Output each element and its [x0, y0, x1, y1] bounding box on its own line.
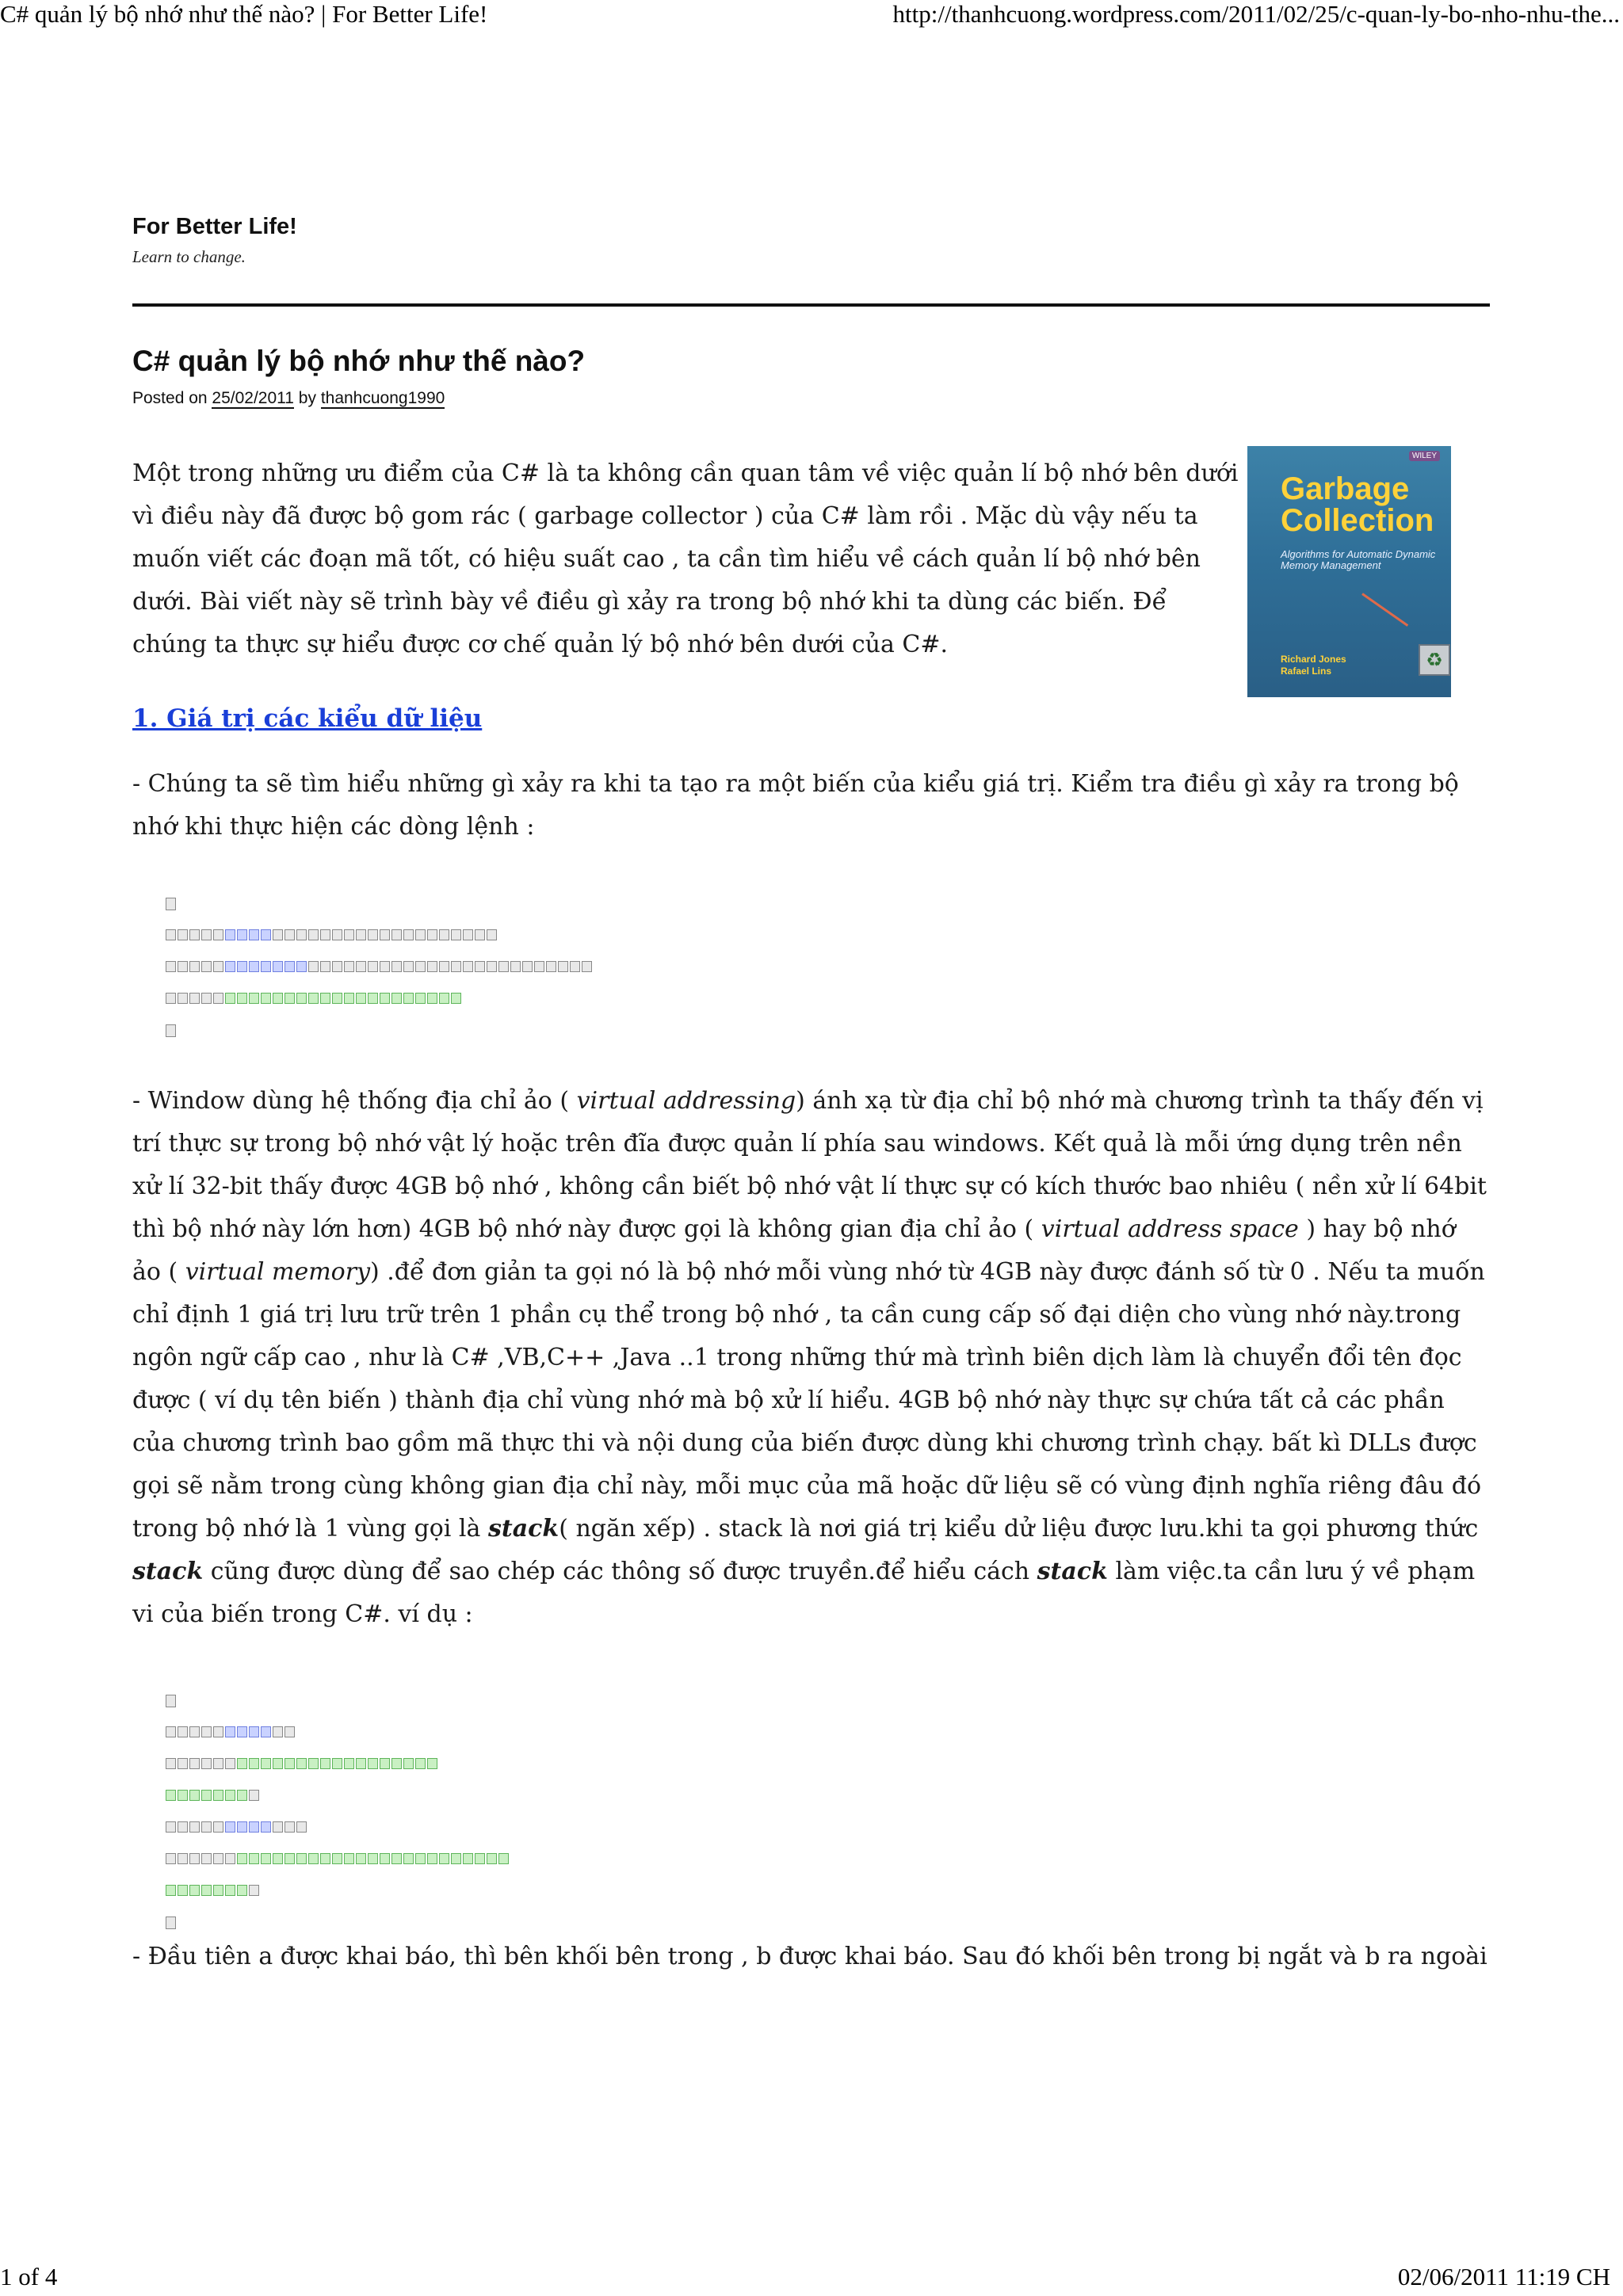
- broken-glyph: [475, 1853, 485, 1864]
- broken-glyph: [237, 993, 247, 1004]
- broken-glyph: [427, 961, 437, 972]
- broken-glyph: [225, 993, 235, 1004]
- book-cover-image: [1247, 446, 1451, 697]
- broken-glyph: [356, 961, 366, 972]
- broken-glyph: [332, 961, 342, 972]
- broken-glyph: [451, 929, 461, 940]
- code-line: [166, 1758, 1490, 1769]
- broken-glyph: [439, 1853, 449, 1864]
- print-header-title: C# quản lý bộ nhớ như thế nào? | For Better Life!: [0, 0, 488, 28]
- broken-glyph: [249, 1821, 259, 1833]
- broken-glyph: [213, 1758, 223, 1769]
- broken-glyph: [249, 1853, 259, 1864]
- broken-glyph: [178, 929, 188, 940]
- broken-glyph: [296, 1853, 307, 1864]
- broken-glyph: [189, 1853, 200, 1864]
- broken-glyph: [285, 961, 295, 972]
- broken-glyph: [463, 961, 473, 972]
- broken-glyph: [570, 961, 580, 972]
- broken-glyph: [296, 1821, 307, 1833]
- broken-glyph: [439, 961, 449, 972]
- broken-glyph: [273, 929, 283, 940]
- broken-glyph: [320, 1853, 330, 1864]
- broken-glyph: [403, 1758, 414, 1769]
- broken-glyph: [332, 993, 342, 1004]
- broken-glyph: [201, 1853, 212, 1864]
- code-image-1: [166, 898, 1490, 1080]
- intro-section: [132, 452, 1490, 677]
- broken-glyph: [368, 929, 378, 940]
- broken-glyph: [237, 1853, 247, 1864]
- recycle-icon: ♻: [1419, 644, 1450, 676]
- broken-glyph: [296, 1758, 307, 1769]
- broken-glyph: [213, 1821, 223, 1833]
- book-title: Garbage Collection: [1281, 471, 1434, 538]
- broken-glyph: [463, 929, 473, 940]
- broken-glyph: [368, 961, 378, 972]
- broken-glyph: [249, 993, 259, 1004]
- broken-glyph: [213, 929, 223, 940]
- broken-glyph: [225, 929, 235, 940]
- code-line: [166, 1885, 1490, 1896]
- code-line: [166, 993, 1490, 1004]
- broken-glyph: [237, 1758, 247, 1769]
- broken-glyph: [546, 961, 556, 972]
- broken-glyph: [166, 1853, 176, 1864]
- broken-glyph: [166, 1726, 176, 1737]
- broken-glyph: [487, 929, 497, 940]
- print-footer: [0, 2258, 1623, 2296]
- broken-glyph: [261, 1758, 271, 1769]
- broken-glyph: [427, 929, 437, 940]
- broken-glyph: [189, 1885, 200, 1896]
- page-number: 1 of 4: [0, 2263, 58, 2290]
- broken-glyph: [320, 929, 330, 940]
- broken-glyph: [166, 993, 176, 1004]
- code-line: [166, 1821, 1490, 1833]
- broken-glyph: [344, 993, 354, 1004]
- broken-glyph: [285, 1821, 295, 1833]
- post-meta: [132, 389, 1490, 408]
- broken-glyph: [403, 1853, 414, 1864]
- broken-glyph: [178, 1726, 188, 1737]
- broken-glyph: [498, 1853, 509, 1864]
- post-author-link[interactable]: thanhcuong1990: [320, 389, 445, 407]
- broken-glyph: [249, 1885, 259, 1896]
- broken-glyph: [178, 1885, 188, 1896]
- broken-glyph: [273, 1758, 283, 1769]
- broken-glyph: [415, 929, 426, 940]
- code-line: [166, 898, 1490, 909]
- broken-glyph: [415, 1758, 426, 1769]
- broken-glyph: [201, 961, 212, 972]
- broken-glyph: [308, 993, 319, 1004]
- broken-glyph: [261, 1726, 271, 1737]
- broken-glyph: [201, 1885, 212, 1896]
- broken-glyph: [166, 1790, 176, 1801]
- page-content: [132, 214, 1490, 1978]
- broken-glyph: [344, 1853, 354, 1864]
- broken-glyph: [451, 993, 461, 1004]
- broken-glyph: [225, 1885, 235, 1896]
- broken-glyph: [213, 1853, 223, 1864]
- broken-glyph: [356, 993, 366, 1004]
- intro-paragraph: Một trong những ưu điểm của C# là ta không cần quan tâm về việc quản lí bộ nhớ bên dưới vì điều này đã được bộ gom rác ( garbage collector ) của C# làm rồi . Mặc dù vậy nếu ta muốn viết các đoạn mã tốt, có hiệu suất cao , ta cần tìm hiểu về cách quản lí bộ nhớ bên dưới. Bài viết này sẽ trình bày về điều gì xảy ra trong bộ nhớ khi ta dùng các biến. Để chúng ta thực sự hiểu được cơ chế quản lý bộ nhớ bên dưới của C#.: [132, 460, 1239, 658]
- broken-glyph: [237, 929, 247, 940]
- paragraph-virtual-addressing: - Window dùng hệ thống địa chỉ ảo ( virtual addressing) ánh xạ từ địa chỉ bộ nhớ mà chương trình ta thấy đến vị trí thực sự trong bộ nhớ vật lý hoặc trên đĩa được quản lí phía sau windows. Kết quả là mỗi ứng dụng trên nền xử lí 32-bit thấy được 4GB bộ nhớ , không cần biết bộ nhớ vật lí thực sự có kích thước bao nhiêu ( nền xử lí 64bit thì bộ nhớ này lớn hơn) 4GB bộ nhớ này được gọi là không gian địa chỉ ảo ( virtual address space ) hay bộ nhớ ảo ( virtual memory) .để đơn giản ta gọi nó là bộ nhớ mỗi vùng nhớ từ 4GB này được đánh số từ 0 . Nếu ta muốn chỉ định 1 giá trị lưu trữ trên 1 phần cụ thể trong bộ nhớ , ta cần cung cấp số đại diện cho vùng nhớ này.trong ngôn ngữ cấp cao , như là C# ,VB,C++ ,Java ..1 trong những thứ mà trình biên dịch làm là chuyển đổi tên đọc được ( ví dụ tên biến ) thành địa chỉ vùng nhớ mà bộ xử lí hiểu. 4GB bộ nhớ này thực sự chứa tất cả các phần của chương trình bao gồm mã thực thi và nội dung của biến được dùng khi chương trình chạy. bất kì DLLs được gọi sẽ nằm trong cùng không gian địa chỉ này, mỗi mục của mã hoặc dữ liệu sẽ có vùng định nghĩa riêng đâu đó trong bộ nhớ là 1 vùng gọi là stack( ngăn xếp) . stack là nơi giá trị kiểu dử liệu được lưu.khi ta gọi phương thức stack cũng được dùng để sao chép các thông số được truyền.để hiểu cách stack làm việc.ta cần lưu ý về phạm vi của biến trong C#. ví dụ :: [132, 1087, 1487, 1628]
- post-date-link[interactable]: 25/02/2011: [212, 389, 294, 407]
- code-line: [166, 1024, 1490, 1035]
- print-datetime: 02/06/2011 11:19 CH: [1397, 2263, 1610, 2290]
- broken-glyph: [237, 961, 247, 972]
- broken-glyph: [582, 961, 592, 972]
- book-subtitle: Algorithms for Automatic Dynamic Memory Management: [1281, 548, 1436, 571]
- broken-glyph: [213, 1790, 223, 1801]
- broken-glyph: [380, 961, 390, 972]
- broken-glyph: [380, 929, 390, 940]
- broken-glyph: [225, 1790, 235, 1801]
- site-description: Learn to change.: [132, 247, 246, 266]
- code-line: [166, 1790, 1490, 1801]
- broken-glyph: [344, 1758, 354, 1769]
- broken-glyph: [296, 929, 307, 940]
- broken-glyph: [201, 993, 212, 1004]
- print-header: [0, 0, 1623, 35]
- broken-glyph: [189, 1758, 200, 1769]
- broken-glyph: [427, 993, 437, 1004]
- paragraph-scope: - Đầu tiên a được khai báo, thì bên khối bên trong , b được khai báo. Sau đó khối bên trong bị ngắt và b ra ngoài: [132, 1943, 1487, 1970]
- broken-glyph: [356, 1758, 366, 1769]
- broken-glyph: [273, 1853, 283, 1864]
- broken-glyph: [178, 961, 188, 972]
- broken-glyph: [261, 961, 271, 972]
- broken-glyph: [261, 929, 271, 940]
- broken-glyph: [261, 1821, 271, 1833]
- broken-glyph: [273, 993, 283, 1004]
- broken-glyph: [237, 1790, 247, 1801]
- broken-glyph: [439, 993, 449, 1004]
- broken-glyph: [427, 1853, 437, 1864]
- broken-glyph: [225, 961, 235, 972]
- site-title[interactable]: For Better Life!: [132, 214, 297, 239]
- broken-glyph: [201, 1758, 212, 1769]
- broken-glyph: [332, 1758, 342, 1769]
- broken-glyph: [261, 993, 271, 1004]
- broken-glyph: [189, 929, 200, 940]
- broken-glyph: [332, 929, 342, 940]
- broken-glyph: [225, 1758, 235, 1769]
- paragraph-value-types: - Chúng ta sẽ tìm hiểu những gì xảy ra khi ta tạo ra một biến của kiểu giá trị. Kiểm tra điều gì xảy ra trong bộ nhớ khi thực hiện các dòng lệnh :: [132, 770, 1459, 841]
- broken-glyph: [558, 961, 568, 972]
- broken-glyph: [487, 1853, 497, 1864]
- broken-glyph: [166, 1821, 176, 1833]
- post-title[interactable]: C# quản lý bộ nhớ như thế nào?: [132, 345, 586, 377]
- broken-glyph: [201, 929, 212, 940]
- code-line: [166, 929, 1490, 940]
- broken-glyph: [201, 1726, 212, 1737]
- broken-glyph: [237, 1821, 247, 1833]
- broken-glyph: [391, 993, 402, 1004]
- broken-glyph: [201, 1790, 212, 1801]
- code-line: [166, 1917, 1490, 1928]
- broken-glyph: [510, 961, 521, 972]
- broken-glyph: [344, 929, 354, 940]
- broken-glyph: [475, 961, 485, 972]
- broken-glyph: [296, 993, 307, 1004]
- broken-glyph: [249, 929, 259, 940]
- broken-glyph: [201, 1821, 212, 1833]
- broken-glyph: [178, 993, 188, 1004]
- broken-glyph: [178, 1821, 188, 1833]
- code-line: [166, 1695, 1490, 1706]
- broken-glyph: [189, 1821, 200, 1833]
- broken-glyph: [463, 1853, 473, 1864]
- broken-glyph: [415, 1853, 426, 1864]
- broken-glyph: [273, 961, 283, 972]
- broken-glyph: [285, 929, 295, 940]
- broken-glyph: [403, 929, 414, 940]
- broken-glyph: [332, 1853, 342, 1864]
- broken-glyph: [380, 1758, 390, 1769]
- broken-glyph: [249, 961, 259, 972]
- header-divider: [132, 303, 1490, 307]
- broken-glyph: [522, 961, 533, 972]
- broken-glyph: [534, 961, 544, 972]
- broken-glyph: [178, 1853, 188, 1864]
- broken-glyph: [391, 929, 402, 940]
- broken-glyph: [273, 1726, 283, 1737]
- broken-glyph: [285, 1758, 295, 1769]
- code-line: [166, 961, 1490, 972]
- publisher-logo: WILEY: [1409, 451, 1440, 461]
- broken-glyph: [285, 1726, 295, 1737]
- broken-glyph: [225, 1726, 235, 1737]
- code-line: [166, 1726, 1490, 1737]
- broken-glyph: [178, 1790, 188, 1801]
- broken-glyph: [451, 1853, 461, 1864]
- broken-glyph: [296, 961, 307, 972]
- broken-glyph: [320, 993, 330, 1004]
- broken-glyph: [415, 961, 426, 972]
- broken-glyph: [225, 1853, 235, 1864]
- broken-glyph: [439, 929, 449, 940]
- by-label: by: [293, 389, 321, 407]
- broken-glyph: [380, 1853, 390, 1864]
- broken-glyph: [237, 1885, 247, 1896]
- broken-glyph: [415, 993, 426, 1004]
- section-heading-link[interactable]: 1. Giá trị các kiểu dữ liệu: [132, 704, 483, 733]
- broken-glyph: [166, 1885, 176, 1896]
- broken-glyph: [249, 1790, 259, 1801]
- broken-glyph: [249, 1726, 259, 1737]
- broken-glyph: [237, 1726, 247, 1737]
- broken-glyph: [308, 929, 319, 940]
- broken-glyph: [403, 993, 414, 1004]
- broken-glyph: [308, 1758, 319, 1769]
- broken-glyph: [380, 993, 390, 1004]
- broken-glyph: [403, 961, 414, 972]
- broken-glyph: [320, 1758, 330, 1769]
- code-image-2: [166, 1695, 1490, 1937]
- broken-glyph: [368, 993, 378, 1004]
- broken-glyph: [498, 961, 509, 972]
- broken-glyph: [368, 1853, 378, 1864]
- broken-glyph: [356, 929, 366, 940]
- broken-glyph: [213, 961, 223, 972]
- print-header-url: http://thanhcuong.wordpress.com/2011/02/25/c-quan-ly-bo-nho-nhu-the...: [892, 0, 1620, 28]
- posted-on-label: Posted on: [132, 389, 212, 407]
- broken-glyph: [189, 993, 200, 1004]
- broken-glyph: [166, 929, 176, 940]
- broken-glyph: [249, 1758, 259, 1769]
- broken-glyph: [475, 929, 485, 940]
- broken-glyph: [213, 993, 223, 1004]
- broken-glyph: [451, 961, 461, 972]
- broken-glyph: [391, 1758, 402, 1769]
- broken-glyph: [189, 1726, 200, 1737]
- broken-glyph: [273, 1821, 283, 1833]
- broken-glyph: [285, 993, 295, 1004]
- broken-glyph: [308, 961, 319, 972]
- broken-glyph: [261, 1853, 271, 1864]
- broken-glyph: [166, 961, 176, 972]
- cover-arrow-graphic: [1361, 593, 1408, 627]
- broken-glyph: [391, 961, 402, 972]
- broken-glyph: [320, 961, 330, 972]
- broken-glyph: [391, 1853, 402, 1864]
- broken-glyph: [213, 1885, 223, 1896]
- broken-glyph: [427, 1758, 437, 1769]
- broken-glyph: [308, 1853, 319, 1864]
- broken-glyph: [344, 961, 354, 972]
- broken-glyph: [225, 1821, 235, 1833]
- broken-glyph: [213, 1726, 223, 1737]
- broken-glyph: [285, 1853, 295, 1864]
- broken-glyph: [166, 1758, 176, 1769]
- broken-glyph: [189, 1790, 200, 1801]
- broken-glyph: [487, 961, 497, 972]
- broken-glyph: [356, 1853, 366, 1864]
- book-authors: Richard Jones Rafael Lins: [1281, 654, 1346, 677]
- broken-glyph: [368, 1758, 378, 1769]
- broken-glyph: [178, 1758, 188, 1769]
- code-line: [166, 1853, 1490, 1864]
- broken-glyph: [189, 961, 200, 972]
